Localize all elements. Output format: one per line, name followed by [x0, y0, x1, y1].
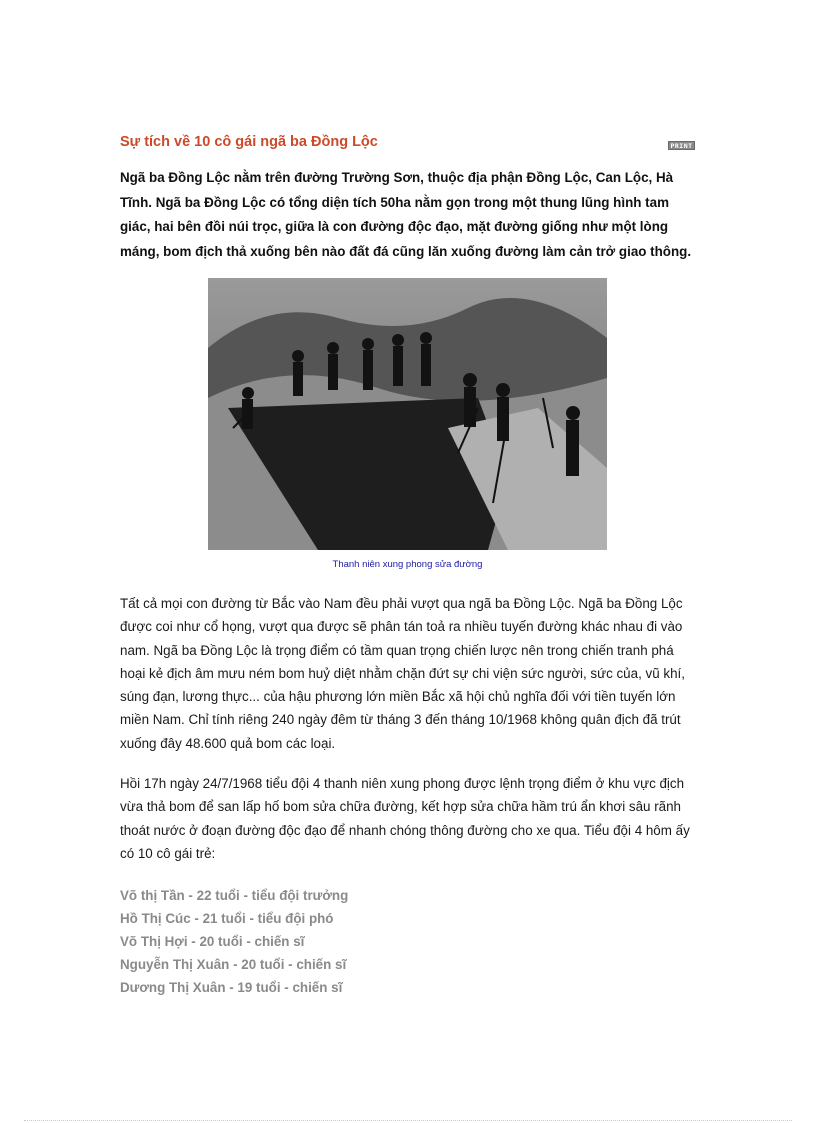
girls-list: [120, 884, 348, 999]
list-item: Dương Thị Xuân - 19 tuổi - chiến sĩ: [120, 980, 343, 995]
footer-divider: [24, 1120, 792, 1121]
list-item: Nguyễn Thị Xuân - 20 tuổi - chiến sĩ: [120, 957, 347, 972]
list-item: Võ thị Tần - 22 tuổi - tiểu đội trưởng: [120, 888, 349, 903]
list-item: Hồ Thị Cúc - 21 tuổi - tiểu đội phó: [120, 911, 334, 926]
body-paragraph-2: Hồi 17h ngày 24/7/1968 tiểu đội 4 thanh niên xung phong được lệnh trọng điểm ở khu vực địch vừa thả bom để san lấp hố bom sửa chữa đường, kết hợp sửa chữa hầm trú ẩn khơi sâu rãnh thoát nước ở đoạn đường độc đạo để nhanh chóng thông đường cho xe qua. Tiểu đội 4 hôm ấy có 10 cô gái trẻ:: [120, 776, 690, 861]
article-title: Sự tích về 10 cô gái ngã ba Đồng Lộc: [120, 134, 378, 150]
photo-illustration: [208, 278, 607, 550]
photo-caption: Thanh niên xung phong sửa đường: [332, 559, 483, 570]
article-photo: [208, 278, 607, 550]
body-paragraph-1: Tất cả mọi con đường từ Bắc vào Nam đều phải vượt qua ngã ba Đồng Lộc. Ngã ba Đồng Lộc được coi như cổ họng, vượt qua được sẽ phân tán toả ra nhiều tuyến đường khác nhau đi vào nam. Ngã ba Đồng Lộc là trọng điểm có tầm quan trọng chiến lược nên trong chiến tranh phá hoại kẻ địch âm mưu ném bom huỷ diệt nhằm chặn đứt sự chi viện sức người, sức của, vũ khí, súng đạn, lương thực... của hậu phương lớn miền Bắc xã hội chủ nghĩa đối với tiền tuyến lớn miền Nam. Chỉ tính riêng 240 ngày đêm từ tháng 3 đến tháng 10/1968 không quân địch đã trút xuống đây 48.600 quả bom các loại.: [120, 596, 685, 751]
lead-paragraph: Ngã ba Đồng Lộc nằm trên đường Trường Sơn, thuộc địa phận Đồng Lộc, Can Lộc, Hà Tĩnh. Ngã ba Đồng Lộc có tổng diện tích 50ha nằm gọn trong một thung lũng hình tam giác, hai bên đồi núi trọc, giữa là con đường độc đạo, mặt đường giống như một lòng máng, bom địch thả xuống bên nào đất đá cũng lăn xuống đường làm cản trở giao thông.: [120, 170, 692, 259]
print-button[interactable]: PRINT: [668, 141, 695, 150]
list-item: Võ Thị Hợi - 20 tuổi - chiến sĩ: [120, 934, 305, 949]
